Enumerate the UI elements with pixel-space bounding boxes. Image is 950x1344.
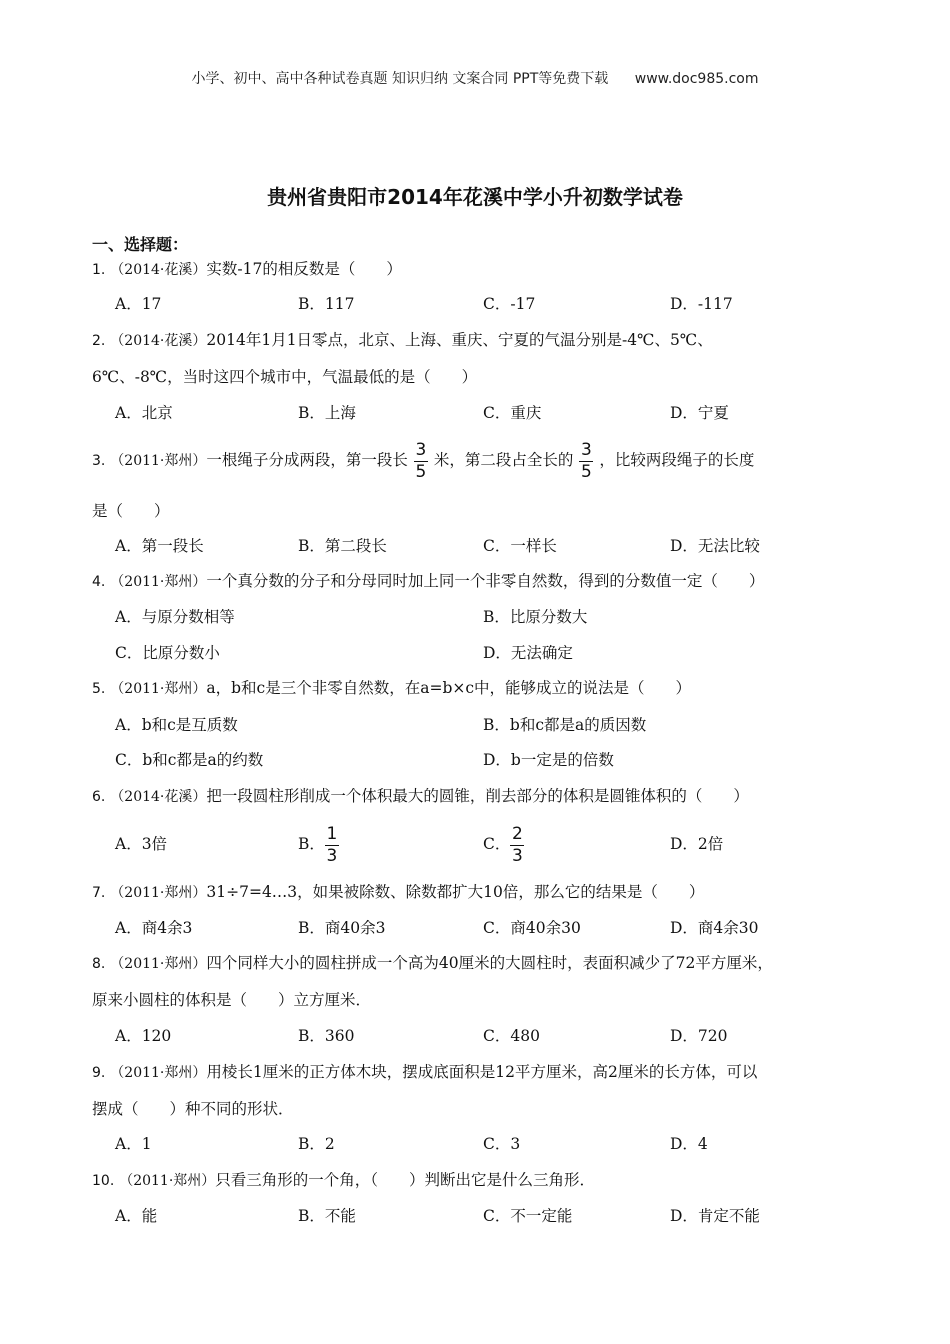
question-2-line2: 6℃、-8℃，当时这四个城市中，气温最低的是（ ） bbox=[92, 368, 478, 386]
q3-option-d[interactable]: D．无法比较 bbox=[670, 537, 760, 555]
q2-option-a[interactable]: A．北京 bbox=[115, 404, 173, 422]
q5-option-b[interactable]: B．b和c都是a的质因数 bbox=[483, 716, 647, 734]
section-heading: 一、选择题： bbox=[92, 235, 189, 254]
q6-option-b-fraction: $\frac{1}{3}$ bbox=[326, 823, 338, 866]
q10-option-b[interactable]: B．不能 bbox=[298, 1207, 356, 1225]
q7-option-a[interactable]: A．商4余3 bbox=[115, 919, 193, 937]
q6-option-c[interactable]: C． $\frac{2}{3}$ bbox=[483, 823, 523, 866]
q2-option-c[interactable]: C．重庆 bbox=[483, 404, 542, 422]
q4-option-c[interactable]: C．比原分数小 bbox=[115, 644, 220, 662]
q9-option-d[interactable]: D．4 bbox=[670, 1135, 708, 1153]
q5-option-a[interactable]: A．b和c是互质数 bbox=[115, 716, 238, 734]
q9-option-c[interactable]: C．3 bbox=[483, 1135, 521, 1153]
q7-option-c[interactable]: C．商40余30 bbox=[483, 919, 581, 937]
header-url[interactable]: www.doc985.com bbox=[634, 71, 759, 87]
question-10: 10. （2011·郑州）只看三角形的一个角，（ ）判断出它是什么三角形． bbox=[92, 1171, 596, 1189]
q3-option-c[interactable]: C．一样长 bbox=[483, 537, 557, 555]
q8-option-b[interactable]: B．360 bbox=[298, 1027, 355, 1045]
q2-option-d[interactable]: D．宁夏 bbox=[670, 404, 729, 422]
question-6: 6. （2014·花溪）把一段圆柱形削成一个体积最大的圆锥，削去部分的体积是圆锥体积的（ ） bbox=[92, 787, 749, 805]
q8-option-c[interactable]: C．480 bbox=[483, 1027, 540, 1045]
q10-option-c[interactable]: C．不一定能 bbox=[483, 1207, 573, 1225]
q6-option-b[interactable]: B． $\frac{1}{3}$ bbox=[298, 823, 338, 866]
q1-option-c[interactable]: C．-17 bbox=[483, 295, 536, 313]
question-9-line2: 摆成（ ）种不同的形状． bbox=[92, 1100, 294, 1118]
q8-option-a[interactable]: A．120 bbox=[115, 1027, 172, 1045]
q4-option-b[interactable]: B．比原分数大 bbox=[483, 608, 588, 626]
q1-option-a[interactable]: A．17 bbox=[115, 295, 162, 313]
page-title: 贵州省贵阳市2014年花溪中学小升初数学试卷 bbox=[267, 185, 683, 209]
q10-option-d[interactable]: D．肯定不能 bbox=[670, 1207, 760, 1225]
q3-fraction-1: $\frac{3}{5}$ bbox=[415, 439, 427, 482]
q4-option-d[interactable]: D．无法确定 bbox=[483, 644, 573, 662]
q3-option-b[interactable]: B．第二段长 bbox=[298, 537, 387, 555]
q10-option-a[interactable]: A．能 bbox=[115, 1207, 158, 1225]
q7-option-d[interactable]: D．商4余30 bbox=[670, 919, 759, 937]
header-text: 小学、初中、高中各种试卷真题 知识归纳 文案合同 PPT等免费下载 bbox=[191, 71, 609, 87]
question-8-line2: 原来小圆柱的体积是（ ）立方厘米． bbox=[92, 991, 372, 1009]
q9-option-a[interactable]: A．1 bbox=[115, 1135, 152, 1153]
question-9: 9. （2011·郑州）用棱长1厘米的正方体木块，摆成底面积是12平方厘米，高2厘米的长方体，可以 bbox=[92, 1063, 758, 1081]
question-1: 1. （2014·花溪）实数-17的相反数是（ ） bbox=[92, 260, 402, 278]
q1-option-d[interactable]: D．-117 bbox=[670, 295, 733, 313]
q5-option-d[interactable]: D．b一定是的倍数 bbox=[483, 751, 614, 769]
q3-fraction-2: $\frac{3}{5}$ bbox=[581, 439, 592, 482]
q4-option-a[interactable]: A．与原分数相等 bbox=[115, 608, 235, 626]
question-3-line2: 是（ ） bbox=[92, 502, 170, 520]
question-5: 5. （2011·郑州）a，b和c是三个非零自然数，在a=b×c中，能够成立的说法是（ ） bbox=[92, 679, 692, 697]
q6-option-d[interactable]: D．2倍 bbox=[670, 835, 724, 853]
q1-option-b[interactable]: B．117 bbox=[298, 295, 355, 313]
q7-option-b[interactable]: B．商40余3 bbox=[298, 919, 386, 937]
question-2: 2. （2014·花溪）2014年1月1日零点，北京、上海、重庆、宁夏的气温分别是-4℃、5℃、 bbox=[92, 331, 713, 349]
page-header bbox=[0, 68, 950, 88]
q6-option-c-fraction: $\frac{2}{3}$ bbox=[511, 823, 523, 866]
question-4: 4. （2011·郑州）一个真分数的分子和分母同时加上同一个非零自然数，得到的分数值一定（ ） bbox=[92, 572, 765, 590]
question-3: 3. （2011·郑州）一根绳子分成两段，第一段长 $\frac{3}{5}$ 米，第二段占全长的 $\frac{3}{5}$ ，比较两段绳子的长度 bbox=[92, 439, 755, 482]
question-8: 8. （2011·郑州）四个同样大小的圆柱拼成一个高为40厘米的大圆柱时，表面积减少了72平方厘米， bbox=[92, 954, 773, 972]
q9-option-b[interactable]: B．2 bbox=[298, 1135, 335, 1153]
q5-option-c[interactable]: C．b和c都是a的约数 bbox=[115, 751, 264, 769]
q3-option-a[interactable]: A．第一段长 bbox=[115, 537, 204, 555]
question-7: 7. （2011·郑州）31÷7=4…3，如果被除数、除数都扩大10倍，那么它的结果是（ ） bbox=[92, 883, 705, 901]
q6-option-a[interactable]: A．3倍 bbox=[115, 835, 168, 853]
q2-option-b[interactable]: B．上海 bbox=[298, 404, 356, 422]
q8-option-d[interactable]: D．720 bbox=[670, 1027, 728, 1045]
